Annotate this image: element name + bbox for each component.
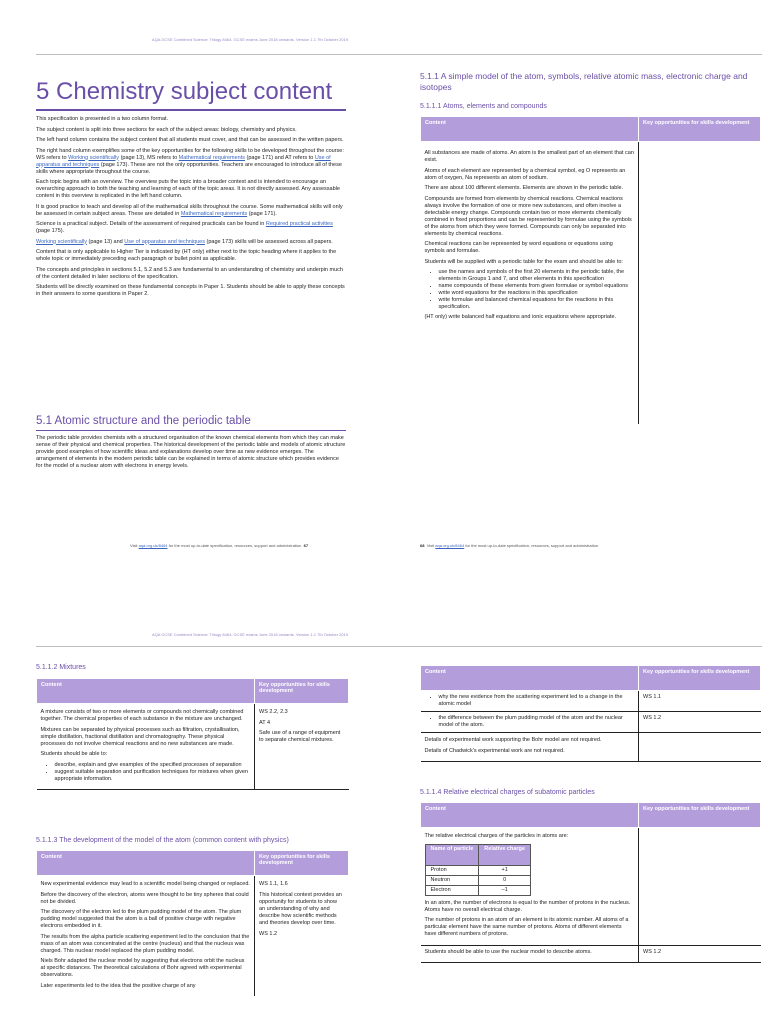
content-paragraph: Later experiments led to the idea that the positive charge of any — [40, 982, 196, 989]
content-table-atom-model — [36, 850, 349, 996]
content-table-atoms — [420, 116, 761, 424]
skills-note: Safe use of a range of equipment to separate chemical mixtures. — [259, 730, 341, 743]
content-paragraph: All substances are made of atoms. An atom is the smallest part of an element that can exist. — [424, 150, 634, 163]
link-use-of-apparatus[interactable]: Use of apparatus and techniques — [36, 154, 331, 168]
header-divider — [36, 54, 762, 55]
list-item: • the difference between the plum pudding model of the atom and the nuclear model of the atom. — [439, 715, 635, 729]
skills-ref: WS 1.2 — [259, 930, 278, 937]
text: Visit — [426, 543, 436, 548]
column-header-skills: Key opportunities for skills development — [639, 117, 761, 142]
text: (page 175). — [36, 228, 65, 234]
skills-cell — [639, 712, 761, 733]
content-cell — [421, 945, 639, 963]
development-title: 5.1.1.3 The development of the model of the atom (common content with physics) — [36, 837, 289, 844]
list-item: • use the names and symbols of the first 20 elements in the periodic table, the elements in Groups 1 and 7, and other elements in this specification — [439, 269, 635, 283]
content-paragraph: Before the discovery of the electron, atoms were thought to be tiny spheres that could not be divided. — [40, 891, 249, 905]
content-paragraph: The number of protons in an atom of an element is its atomic number. All atoms of a particular element have the same number of protons. Atoms of different elements have different numbers of protons. — [424, 917, 629, 937]
intro-paragraph — [36, 148, 346, 176]
overview-paragraph: The periodic table provides chemists with a structured organisation of the known chemical elements from which they can make sense of their physical and chemical properties. The historical development of the periodic table and models of atomic structure provide good examples of how scientific ideas and explanations develop over time as new evidence emerges. The arrangement of elements in the modern periodic table can be explained in terms of atomic structure which provides evidence for the model of a nuclear atom with electrons in energy levels. — [36, 435, 346, 469]
topic-title: 5.1.1 A simple model of the atom, symbols, relative atomic mass, electronic charge and isotopes — [420, 71, 748, 92]
page-number: 68 — [420, 543, 425, 548]
skills-cell — [639, 828, 761, 946]
skills-note: This historical context provides an opportunity for students to show an understanding of why and describe how scientific methods and theories develop over time. — [259, 891, 342, 926]
intro-paragraph: The left hand column contains the subject content that all students must cover, and that can be assessed in the written papers. — [36, 137, 344, 143]
text: The right hand column exemplifies some of the key opportunities for the following skills to be developed throughout the course: WS refers to — [36, 147, 344, 161]
text: (page 171) and AT refers to — [245, 154, 315, 161]
content-paragraph: The results from the alpha particle scattering experiment led to the conclusion that the mass of an atom was concentrated at the centre (nucleus) and that the nucleus was charged. This nuclear model replaced the plum pudding model. — [40, 933, 250, 954]
text: It is good practice to teach and develop all of the mathematical skills throughout the course. Some mathematical skills will only be assessed in certain subject areas. These are detailed in — [36, 203, 343, 217]
link-working-scientifically[interactable]: Working scientifically — [36, 238, 87, 245]
content-cell — [421, 142, 639, 425]
section-title: 5.1 Atomic structure and the periodic table — [36, 415, 251, 427]
bullet-list — [425, 715, 635, 729]
particle-name: Electron — [425, 885, 479, 895]
column-header-content: Content — [421, 803, 639, 828]
particle-name: Neutron — [425, 875, 479, 885]
content-cell — [421, 828, 639, 946]
skills-ref: WS 1.1, 1.6 — [259, 881, 288, 887]
content-paragraph: A mixture consists of two or more elements or compounds not chemically combined together. The chemical properties of each substance in the mixture are unchanged. — [40, 709, 244, 722]
skills-cell — [255, 876, 349, 997]
skills-cell — [255, 704, 349, 790]
content-paragraph: Details of experimental work supporting the Bohr model are not required. — [424, 737, 602, 743]
column-header-skills: Key opportunities for skills development — [255, 679, 349, 704]
content-cell — [37, 876, 255, 997]
table-row — [425, 865, 530, 875]
intro-text — [36, 116, 346, 302]
content-paragraph: The discovery of the electron led to the plum pudding model of the atom. The plum pudding model suggested that the atom is a ball of positive charge with negative electrons embedded in it. — [40, 909, 242, 929]
table-row — [425, 885, 530, 895]
intro-paragraph — [36, 239, 346, 246]
footer-link[interactable]: aqa.org.uk/8464 — [435, 543, 465, 548]
intro-paragraph: Each topic begins with an overview. The overview puts the topic into a broader context and is intended to encourage an overarching approach to both the teaching and learning of each of the topic areas. It is not directly assessed. Any assessable content in this overview is replicated in the left hand column. — [36, 179, 340, 199]
content-paragraph: Students will be supplied with a periodic table for the exam and should be able to: — [424, 258, 623, 265]
content-table-atom-model-cont — [420, 665, 761, 762]
column-header-content: Content — [421, 117, 639, 142]
skills-cell — [639, 733, 761, 762]
intro-paragraph — [36, 221, 346, 235]
link-working-scientifically[interactable]: Working scientifically — [68, 154, 120, 161]
content-paragraph: Details of Chadwick's experimental work are not required. — [424, 747, 565, 754]
content-paragraph: There are about 100 different elements. Elements are shown in the periodic table. — [424, 185, 624, 191]
column-header-content: Content — [37, 679, 255, 704]
content-paragraph: Students should be able to: — [40, 751, 108, 757]
column-header-content: Content — [421, 666, 639, 691]
subtopic-title: 5.1.1.1 Atoms, elements and compounds — [420, 103, 547, 110]
content-paragraph: New experimental evidence may lead to a scientific model being changed or replaced. — [40, 881, 250, 887]
link-mathematical-requirements[interactable]: Mathematical requirements — [180, 210, 248, 217]
bullet-list — [425, 694, 635, 708]
text: (page 173). These are not the only opportunities. Teachers are encouraged to introduce all of these skills where appropriate throughout the course. — [36, 161, 342, 175]
link-required-practicals[interactable]: Required practical activities — [265, 221, 333, 227]
text: (page 171). — [247, 210, 277, 217]
content-paragraph: Niels Bohr adapted the nuclear model by suggesting that electrons orbit the nucleus at specific distances. The theoretical calculations of Bohr agreed with experimental observations. — [40, 958, 245, 978]
skills-ref: AT 4 — [259, 719, 271, 726]
skills-cell — [639, 691, 761, 712]
page-title: 5 Chemistry subject content — [36, 78, 333, 105]
skills-cell — [639, 945, 761, 963]
text: (page 13), MS refers to — [119, 154, 179, 161]
particle-charge: –1 — [479, 885, 531, 895]
content-paragraph: Students should be able to use the nuclear model to describe atoms. — [424, 948, 592, 955]
text: Visit — [130, 543, 139, 548]
content-cell — [421, 712, 639, 733]
intro-paragraph: The subject content is split into three sections for each of the subject areas: biology, chemistry and physics. — [36, 126, 297, 133]
intro-paragraph: This specification is presented in a two column format. — [36, 116, 169, 122]
intro-paragraph: The concepts and principles in sections 5.1, 5.2 and 5.3 are fundamental to an understanding of chemistry and underpin much of the content detailed in later sections of the specification. — [36, 266, 343, 280]
list-item: • describe, explain and give examples of the specified processes of separation — [55, 762, 251, 769]
particle-name: Proton — [425, 865, 479, 875]
content-cell — [421, 733, 639, 762]
list-item: • write word equations for the reactions in this specification — [439, 290, 635, 297]
intro-paragraph: Students will be directly examined on these fundamental concepts in Paper 1. Students should be able to apply these concepts in their answers to some questions in Paper 2. — [36, 284, 345, 297]
content-paragraph: Mixtures can be separated by physical processes such as filtration, crystallisation, simple distillation, fractional distillation and chromatography. These physical processes do not involve chemical reactions and no new substances are made. — [40, 726, 240, 747]
list-item: • suggest suitable separation and purification techniques for mixtures when given appropriate information. — [55, 769, 251, 783]
text: Science is a practical subject. Details of the assessment of required practicals can be found in — [36, 221, 266, 227]
link-mathematical-requirements[interactable]: Mathematical requirements — [178, 154, 245, 161]
section-overview — [36, 435, 346, 474]
footer-link[interactable]: aqa.org.uk/8464 — [138, 543, 168, 548]
charges-title: 5.1.1.4 Relative electrical charges of subatomic particles — [420, 789, 595, 796]
skills-ref: WS 1.1 — [643, 694, 662, 700]
header-divider — [36, 646, 762, 647]
content-table-mixtures — [36, 678, 349, 790]
text: (page 13) and — [86, 238, 125, 245]
list-item: • name compounds of these elements from given formulae or symbol equations — [439, 283, 635, 290]
skills-ref: WS 1.2 — [643, 948, 662, 955]
particle-charge: 0 — [479, 875, 531, 885]
skills-ref: WS 2.2, 2.3 — [259, 709, 288, 715]
content-cell — [37, 704, 255, 790]
title-rule — [36, 109, 346, 111]
section-rule — [36, 430, 346, 431]
text: for the most up-to-date specification, resources, support and administration — [167, 543, 302, 548]
page-header: AQA GCSE Combined Science: Trilogy 8464. GCSE exams June 2018 onwards. Version 1.1 7th October 2019 — [151, 37, 349, 42]
skills-list — [41, 762, 251, 783]
content-paragraph: Compounds are formed from elements by chemical reactions. Chemical reactions always involve the formation of one or more new substances, and often involve a detectable energy change. Compounds contain two or more elements chemically combined in fixed proportions and can be represented by formulae using the symbols of the atoms from which they were formed. Compounds can only be separated into elements by chemical reactions. — [424, 195, 632, 237]
intro-paragraph: Content that is only applicable to Higher Tier is indicated by (HT only) either next to the topic heading where it applies to the whole topic or immediately preceding each paragraph or bullet point as applicable. — [36, 249, 337, 262]
content-paragraph: The relative electrical charges of the particles in atoms are: — [424, 833, 569, 839]
content-paragraph: Chemical reactions can be represented by word equations or equations using symbols and formulae. — [424, 241, 613, 254]
skills-cell — [639, 142, 761, 425]
mixtures-title: 5.1.1.2 Mixtures — [36, 664, 86, 671]
mini-header: Relative charge — [479, 844, 531, 865]
content-paragraph: In an atom, the number of electrons is equal to the number of protons in the nucleus. Atoms have no overall electrical charge. — [424, 899, 631, 913]
footer-right — [420, 543, 598, 548]
skills-ref: WS 1.2 — [643, 715, 662, 721]
content-table-charges — [420, 802, 761, 963]
column-header-skills: Key opportunities for skills development — [639, 803, 761, 828]
column-header-skills: Key opportunities for skills development — [255, 851, 349, 876]
particle-charge-table — [425, 844, 531, 896]
text: (page 173) skills will be assessed across all papers. — [205, 238, 333, 245]
content-paragraph: Atoms of each element are represented by a chemical symbol, eg O represents an atom of oxygen, Na represents an atom of sodium. — [424, 167, 626, 181]
link-use-of-apparatus[interactable]: Use of apparatus and techniques — [124, 238, 205, 245]
page-number: 67 — [303, 543, 309, 548]
skills-list — [425, 269, 635, 311]
content-paragraph: (HT only) write balanced half equations and ionic equations where appropriate. — [424, 314, 617, 320]
list-item: • why the new evidence from the scattering experiment led to a change in the atomic model — [439, 694, 635, 708]
intro-paragraph — [36, 204, 346, 218]
table-row — [425, 875, 530, 885]
mini-header: Name of particle — [425, 844, 479, 865]
column-header-skills: Key opportunities for skills development — [639, 666, 761, 691]
text: for the most up-to-date specification, resources, support and administration — [464, 543, 599, 548]
list-item: • write formulae and balanced chemical equations for the reactions in this specification. — [439, 297, 635, 311]
column-header-content: Content — [37, 851, 255, 876]
content-cell — [421, 691, 639, 712]
page-header: AQA GCSE Combined Science: Trilogy 8464. GCSE exams June 2018 onwards. Version 1.1 7th October 2019 — [151, 632, 349, 637]
particle-charge: +1 — [479, 865, 531, 875]
footer-left — [130, 543, 308, 548]
